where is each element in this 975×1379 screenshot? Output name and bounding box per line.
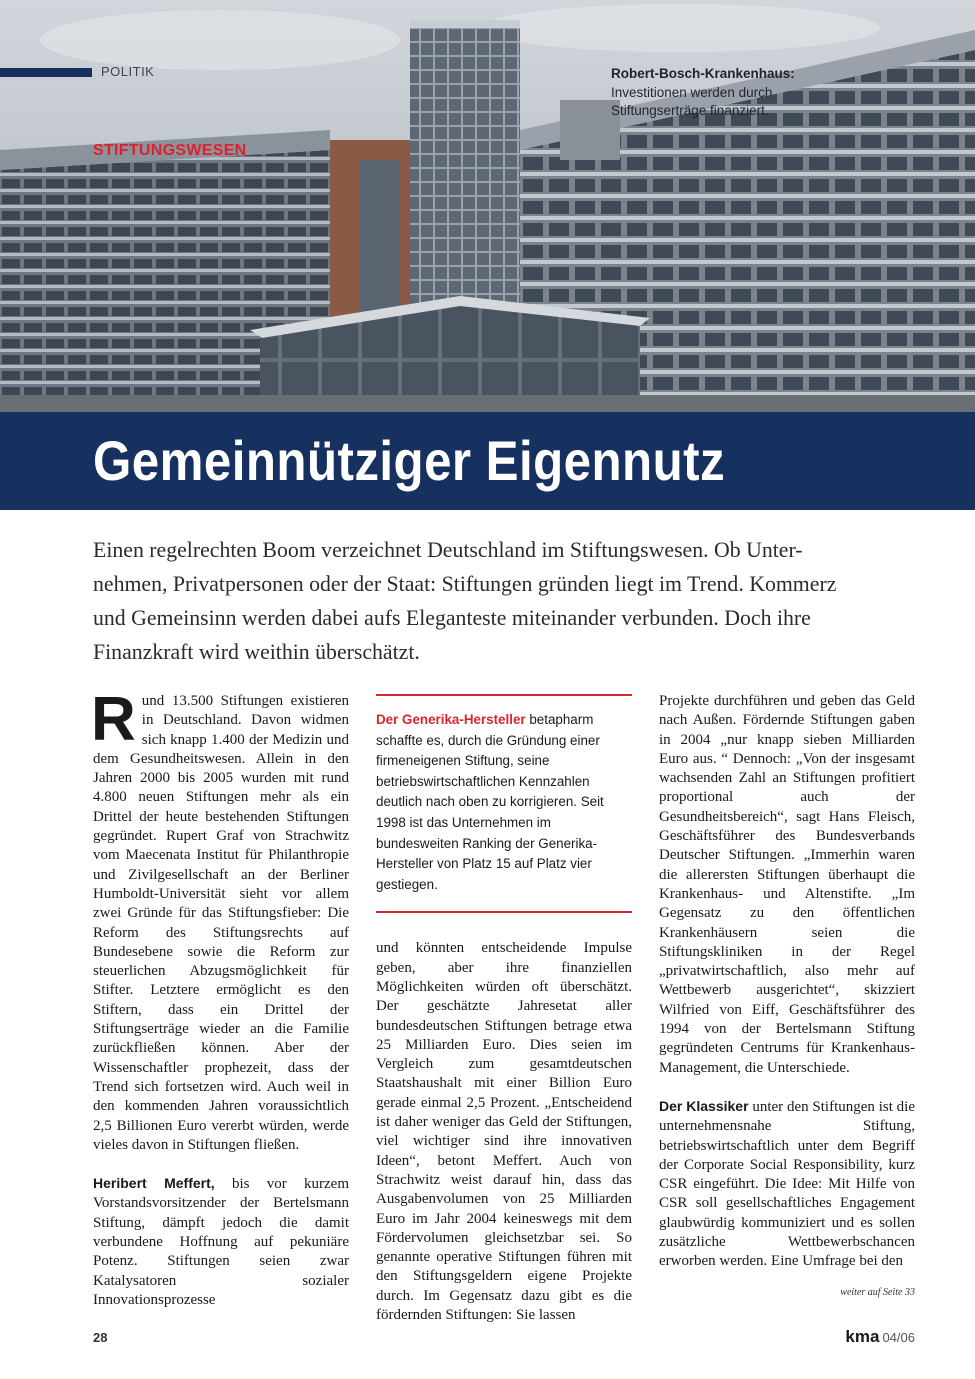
- lead-in: Der Klassiker: [659, 1097, 749, 1114]
- page-number: 28: [93, 1330, 108, 1345]
- text-column-3: [659, 692, 915, 1272]
- caption-title: Robert-Bosch-Krankenhaus:: [611, 66, 795, 81]
- paragraph: Projekte durchführen und geben das Geld nach Außen. Fördernde Stiftungen gaben in 2004 „nur knapp sieben Milliarden Euro aus. “ Dennoch: „Von der insgesamt wachsenden Zahl an Stiftungen profitiert proportional auch der Gesundheitsbereich“, sagt Hans Fleisch, Geschäftsführer des Bundesverbands Deutscher Stiftungen. „Immerhin waren die allerersten Stiftungen überhaupt die Krankenhaus- und Altenstifte. „Im Gegensatz zu den öffentlichen Krankenhäusern seien die Stiftungskliniken in der Regel „privatwirtschaftlich, also mehr auf Wettbewerb ausgerichtet“, skizziert Wilfried von Eiff, Geschäftsführer des 1994 von der Bertelsmann Stiftung gegründeten Centrums für Krankenhaus-Management, die Unterschiede.: [659, 693, 915, 1076]
- brand-logo: kma: [845, 1327, 880, 1346]
- paragraph-text: und 13.500 Stiftungen existieren in Deutschland. Davon widmen sich knapp 1.400 der Medizin und dem Gesundheitswesen. Allein in den Jahren 2000 bis 2005 wurden mit rund 4.800 neuen Stiftungen mehr als ein Drittel der heute bestehenden Stiftungen gegründet. Rupert Graf von Strachwitz vom Maecenata Institut für Philanthropie und Zivilgesellschaft an der Berliner Humboldt-Universität sieht vor allem zwei Gründe für das Stiftungsfieber: Die Reform des Stiftungsrechts auf Bundesebene sowie die Reform zur steuerlichen Abzugsmöglichkeit für Stifter. Letztere ermöglicht es den Stiftern, dass ein Drittel der Stiftungserträge wieder an die Familie zurückfließen können. Aber der Wissenschaftler prophezeit, dass der Trend sich fortsetzen wird. Auch weil in den kommenden Jahren voraussichtlich 2,5 Billionen Euro vererbt würden, werde vieles davon in Stiftungen fließen.: [93, 693, 349, 1153]
- section-bar: [0, 68, 92, 77]
- paragraph: [91, 685, 349, 1155]
- title-band: [0, 412, 975, 510]
- box-lead-in: Der Generika-Hersteller: [376, 712, 526, 727]
- section-label: POLITIK: [101, 64, 155, 79]
- text-column-2: [376, 692, 632, 1325]
- photo-caption: [611, 65, 941, 121]
- lede-line: nehmen, Privatpersonen oder der Staat: Stiftungen gründen liegt im Trend. Kommerz: [93, 572, 837, 596]
- dropcap: R: [91, 685, 136, 754]
- issue-number: 04/06: [882, 1330, 915, 1345]
- box-text: betapharm schaffte es, durch die Gründung einer firmeneigenen Stiftung, seine betriebswirtschaftlichen Kennzahlen deutlich nach oben zu korrigieren. Seit 1998 ist das Unternehmen im bundesweiten Ranking der Generika-Hersteller von Platz 15 auf Platz vier gestiegen.: [376, 712, 604, 892]
- text-column-1: [91, 685, 349, 1310]
- paragraph: [93, 1174, 349, 1310]
- article-lede: [93, 533, 933, 669]
- hospital-building-photo: [0, 0, 975, 412]
- continued-note: weiter auf Seite 33: [840, 1287, 915, 1298]
- lead-in: Heribert Meffert,: [93, 1175, 215, 1192]
- footer-brand: [845, 1327, 915, 1347]
- topic-label: STIFTUNGSWESEN: [93, 142, 247, 159]
- sidebar-box: [376, 694, 632, 913]
- paragraph-text: unter den Stiftungen ist die unternehmensnahe Stiftung, betriebswirtschaftlich unter dem Begriff der Corporate Social Responsibility, kurz CSR eingeführt. Die Idee: Mit Hilfe von CSR soll gesellschaftliches Engagement glaubwürdig kommuniziert und es sollen zusätzliche Wettbewerbschancen erworben werden. Eine Umfrage bei den: [659, 1098, 915, 1270]
- lede-line: Einen regelrechten Boom verzeichnet Deutschland im Stiftungswesen. Ob Unter-: [93, 538, 803, 562]
- lede-line: und Gemeinsinn werden dabei aufs Eleganteste miteinander verbunden. Doch ihre: [93, 606, 811, 630]
- paragraph-text: bis vor kurzem Vorstandsvorsitzender der Bertelsmann Stiftung, dämpft jedoch die damit verbundene Hoffnung auf pekuniäre Potenz. Stiftungen seien zwar Katalysatoren sozialer Innovationsprozesse: [93, 1176, 349, 1308]
- caption-line: Stiftungserträge finanziert.: [611, 103, 769, 118]
- caption-line: Investitionen werden durch: [611, 84, 773, 100]
- lede-line: Finanzkraft wird weithin überschätzt.: [93, 640, 420, 664]
- hero-photo: [0, 0, 975, 412]
- paragraph: [659, 1097, 915, 1272]
- paragraph: und könnten entscheidende Impulse geben, aber ihre finanziellen Möglichkeiten würden oft überschätzt. Der geschätzte Jahresetat aller bundesdeutschen Stiftungen betrage etwa 25 Milliarden Euro. Dies seien im Vergleich zum gesamtdeutschen Staatshaushalt mit einer Billion Euro gerade einmal 2,5 Prozent. „Entscheidend ist daher weniger das Geld der Stiftungen, viel wichtiger sind ihre innovativen Ideen“, betont Meffert. Auch von Strachwitz weist darauf hin, dass das Ausgabenvolumen von 25 Milliarden Euro im Jahr 2004 keineswegs mit dem Fördervolumen gleichsetzbar sei. So genannte operative Stiftungen führen mit den Stiftungsgeldern eigene Projekte durch. Im Gegensatz dazu gibt es die fördernden Stiftungen: Sie lassen: [376, 940, 632, 1323]
- article-title: Gemeinnütziger Eigennutz: [93, 429, 726, 492]
